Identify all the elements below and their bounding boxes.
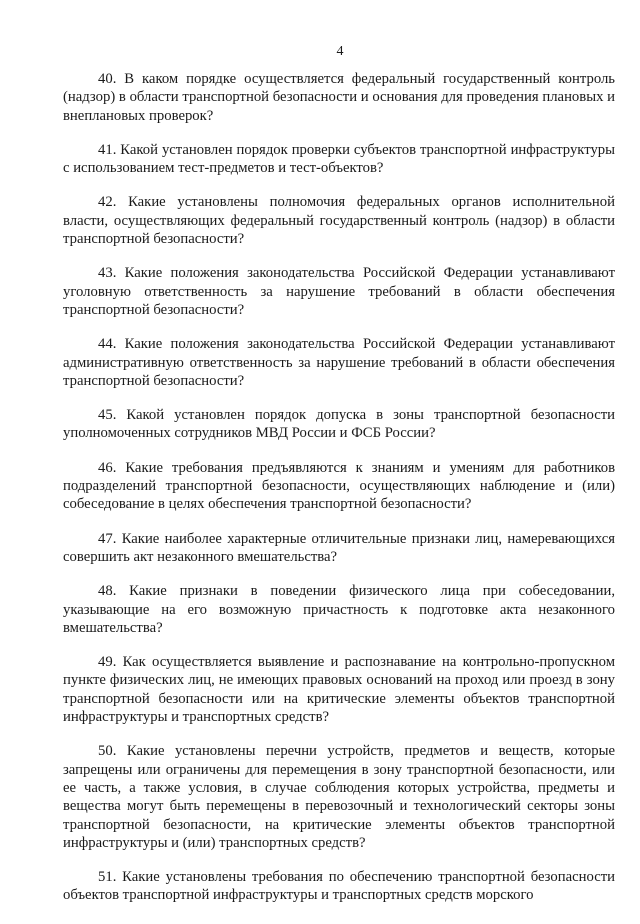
question-list	[63, 70, 615, 921]
question-item	[63, 459, 615, 514]
question-item	[63, 193, 615, 248]
question-text: Какие положения законодательства Российской Федерации устанавливают уголовную ответственность за нарушение требований в области обеспечения транспортной безопасности?	[63, 265, 615, 318]
question-number: 51.	[98, 869, 117, 886]
question-text: Какие установлены полномочия федеральных органов исполнительной власти, осуществляющих федеральный государственный контроль (надзор) в области транспортной безопасности?	[63, 194, 615, 248]
page-number: 4	[336, 44, 344, 59]
question-number: 42.	[98, 194, 117, 211]
question-item	[63, 530, 615, 567]
question-item	[63, 868, 615, 905]
question-number: 47.	[98, 530, 117, 547]
question-item	[63, 582, 615, 637]
question-text: Какие требования предъявляются к знаниям и умениям для работников подразделений транспортной безопасности, осуществляющих наблюдение и (или) собеседование в целях обеспечения транспортной безопасности?	[63, 459, 616, 513]
question-text: Какие установлены требования по обеспечению транспортной безопасности объектов транспортной инфраструктуры и транспортных средств морского	[63, 869, 615, 904]
question-text: Какие наиболее характерные отличительные признаки лиц, намеревающихся совершить акт незаконного вмешательства?	[63, 530, 615, 565]
question-text: Как осуществляется выявление и распознавание на контрольно-пропускном пункте физических лиц, не имеющих правовых оснований на проход или проезд в зону транспортной безопасности или на критические элементы объектов транспортной инфраструктуры и транспортных средств?	[63, 654, 616, 726]
question-number: 44.	[98, 336, 117, 353]
question-number: 41.	[98, 141, 117, 158]
question-text: Какие признаки в поведении физического лица при собеседовании, указывающие на его возможную причастность к подготовке акта незаконного вмешательства?	[63, 583, 616, 636]
question-item	[63, 141, 615, 178]
question-number: 46.	[98, 459, 117, 476]
question-item	[63, 653, 615, 726]
question-number: 50.	[98, 743, 117, 760]
question-text: Какой установлен порядок проверки субъектов транспортной инфраструктуры с использованием тест-предметов и тест-объектов?	[63, 141, 616, 177]
question-number: 43.	[98, 265, 117, 282]
question-number: 49.	[98, 654, 117, 671]
question-text: Какой установлен порядок допуска в зоны транспортной безопасности уполномоченных сотрудников МВД России и ФСБ России?	[63, 407, 615, 442]
question-number: 48.	[98, 583, 117, 600]
question-number: 40.	[98, 71, 117, 87]
question-item	[63, 70, 615, 125]
question-item	[63, 335, 615, 390]
question-text: В каком порядке осуществляется федеральный государственный контроль (надзор) в области транспортной безопасности и основания для проведения плановых и внеплановых проверок?	[63, 71, 615, 124]
question-text: Какие положения законодательства Российской Федерации устанавливают административную ответственность за нарушение требований в области обеспечения транспортной безопасности?	[63, 336, 615, 389]
question-item	[63, 264, 615, 319]
question-item	[63, 406, 615, 443]
question-item	[63, 742, 615, 852]
question-text: Какие установлены перечни устройств, предметов и веществ, которые запрещены или ограничены для перемещения в зону транспортной безопасности, или ее часть, а также условия, в случае соблюдения которых устройства, предметы и вещества могут быть перемещены в перевозочный и технологический секторы зоны транспортной безопасности, на критические элементы объектов транспортной инфраструктуры и (или) транспортных средств?	[63, 743, 615, 851]
question-number: 45.	[98, 407, 117, 424]
